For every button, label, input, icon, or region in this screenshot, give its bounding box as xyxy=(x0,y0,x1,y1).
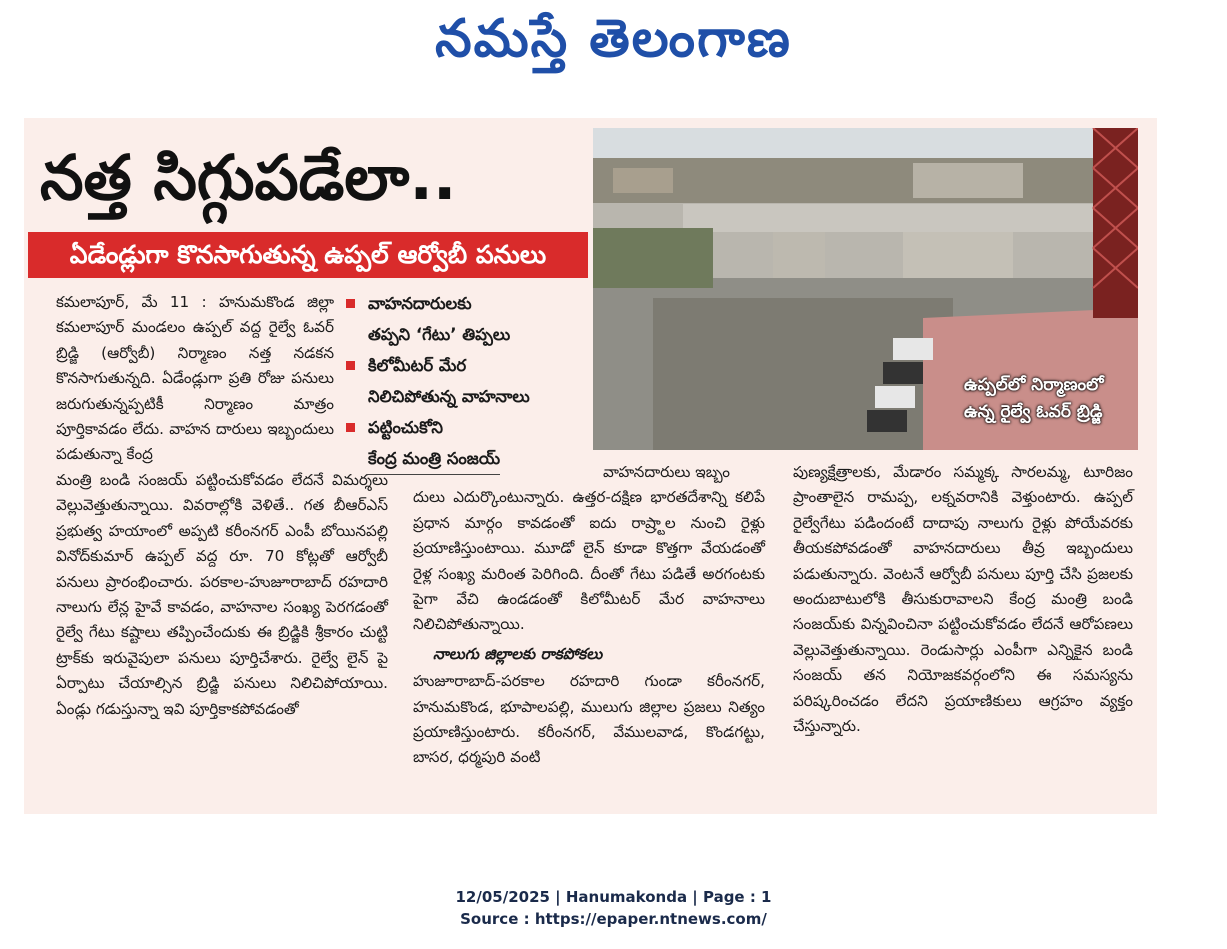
highlight-line: పట్టించుకోని xyxy=(368,418,443,437)
article-paragraph: కమలాపూర్, మే 11 : హనుమకొండ జిల్లా కమలాపూర్ మండలం ఉప్పల్ వద్ద రైల్వే ఓవర్ బ్రిడ్జి (ఆర్వోబీ) నిర్మాణం నత్త నడకన కొనసాగుతున్నది. ఏడేండ్లుగా ప్రతి రోజు పనులు జరుగుతున్నప్పటికీ నిర్మాణం మాత్రం పూర్తికావడం లేదు. వాహన దారులు ఇబ్బందులు పడుతున్నా కేంద్ర xyxy=(56,293,334,464)
article-subhead: నాలుగు జిల్లాలకు రాకపోకలు xyxy=(433,644,603,663)
footer-date-page: 12/05/2025 | Hanumakonda | Page : 1 xyxy=(455,888,772,906)
masthead-logo: నమస్తే తెలంగాణ xyxy=(435,9,792,69)
article-paragraph: దులు ఎదుర్కొంటున్నారు. ఉత్తర-దక్షిణ భారతదేశాన్ని కలిపే ప్రధాన మార్గం కావడంతో ఐదు రాష్ర్టాల నుంచి రైళ్లు ప్రయాణిస్తుంటాయి. మూడో లైన్ కూడా కొత్తగా వేయడంతో రైళ్ల సంఖ్య మరింత పెరిగింది. దీంతో గేటు పడితే అరగంటకు పైగా వేచి ఉండడంతో కిలోమీటర్ మేర వాహనాలు నిలిచిపోతున్నాయి. xyxy=(413,488,765,634)
article-column-1-bottom xyxy=(56,468,388,722)
photo-caption-line: ఉప్పల్‌లో నిర్మాణంలో xyxy=(964,375,1104,395)
highlight-line: కిలోమీటర్ మేర xyxy=(368,356,467,375)
article-column-1-top xyxy=(56,290,334,468)
photo-caption-line: ఉన్న రైల్వే ఓవర్ బ్రిడ్జి xyxy=(964,402,1103,422)
article-headline: నత్త సిగ్గుపడేలా.. xyxy=(40,141,457,214)
highlights-box xyxy=(346,288,586,475)
highlight-line: తప్పని ‘గేటు’ తిప్పలు xyxy=(368,325,511,344)
article-paragraph: మంత్రి బండి సంజయ్ పట్టించుకోవడం లేదనే విమర్శలు వెల్లువెత్తుతున్నాయి. వివరాల్లోకి వెళితే.. గత బీఆర్ఎస్ ప్రభుత్వ హయాంలో అప్పటి కరీంనగర్ ఎంపీ బోయినపల్లి వినోద్‌కుమార్ ఉప్పల్ వద్ద రూ. 70 కోట్లతో ఆర్వోబీ పనులు ప్రారంభించారు. పరకాల-హుజూరాబాద్ రహదారి నాలుగు లేన్ల హైవే కావడం, వాహనాల సంఖ్య పెరగడంతో రైల్వే గేటు కష్టాలు తప్పించేందుకు ఈ బ్రిడ్జికి శ్రీకారం చుట్టి ట్రాక్‌కు ఇరువైపులా పనులు పూర్తిచేశారు. రైల్వే లైన్ పై ఏర్పాటు చేయాల్సిన బ్రిడ్జి పనులు నిలిచిపోయాయి. ఏండ్లు గడుస్తున్నా ఇవి పూర్తికాకపోవడంతో xyxy=(56,471,388,718)
highlight-item xyxy=(346,288,586,350)
article-paragraph: హుజూరాబాద్-పరకాల రహదారి గుండా కరీంనగర్, హనుమకొండ, భూపాలపల్లి, ములుగు జిల్లాల ప్రజలు నిత్యం ప్రయాణిస్తుంటారు. కరీంనగర్, వేములవాడ, కొండగట్టు, బాసర, ధర్మపురి వంటి xyxy=(413,672,765,767)
article-column-2 xyxy=(413,460,765,771)
highlight-line: కేంద్ర మంత్రి సంజయ్ xyxy=(368,443,500,475)
highlight-line: వాహనదారులకు xyxy=(368,294,472,313)
highlight-line: నిలిచిపోతున్న వాహనాలు xyxy=(368,387,530,406)
bullet-square-icon xyxy=(346,361,355,370)
article-paragraph: పుణ్యక్షేత్రాలకు, మేడారం సమ్మక్క సారలమ్మ, టూరిజం ప్రాంతాలైన రామప్ప, లక్నవరానికి వెళ్తుంటారు. ఉప్పల్ రైల్వేగేటు పడిందంటే దాదాపు నాలుగు రైళ్లు పోయేవరకు తీయకపోవడంతో వాహనదారులు తీవ్ర ఇబ్బందులు పడుతున్నారు. వెంటనే ఆర్వోబీ పనులు పూర్తి చేసి ప్రజలకు అందుబాటులోకి తీసుకురావాలని కేంద్ర మంత్రి బండి సంజయ్‌కు విన్నవించినా పట్టించుకోవడం లేదనే ఆరోపణలు వెల్లువెత్తుతున్నాయి. రెండుసార్లు ఎంపీగా ఎన్నికైన బండి సంజయ్ తన నియోజకవర్గంలోని ఈ సమస్యను పరిష్కరించడం లేదని ప్రయాణికులు ఆగ్రహం వ్యక్తం చేస్తున్నారు. xyxy=(793,463,1133,736)
photo-caption xyxy=(964,372,1104,426)
bullet-square-icon xyxy=(346,299,355,308)
article-paragraph-lead: వాహనదారులు ఇబ్బం xyxy=(603,463,730,481)
article-column-3 xyxy=(793,460,1133,739)
article-subheadline: ఏడేండ్లుగా కొనసాగుతున్న ఉప్పల్ ఆర్వోబీ పనులు xyxy=(28,232,588,278)
footer-source: Source : https://epaper.ntnews.com/ xyxy=(460,910,767,928)
bullet-square-icon xyxy=(346,423,355,432)
highlight-item xyxy=(346,350,586,412)
